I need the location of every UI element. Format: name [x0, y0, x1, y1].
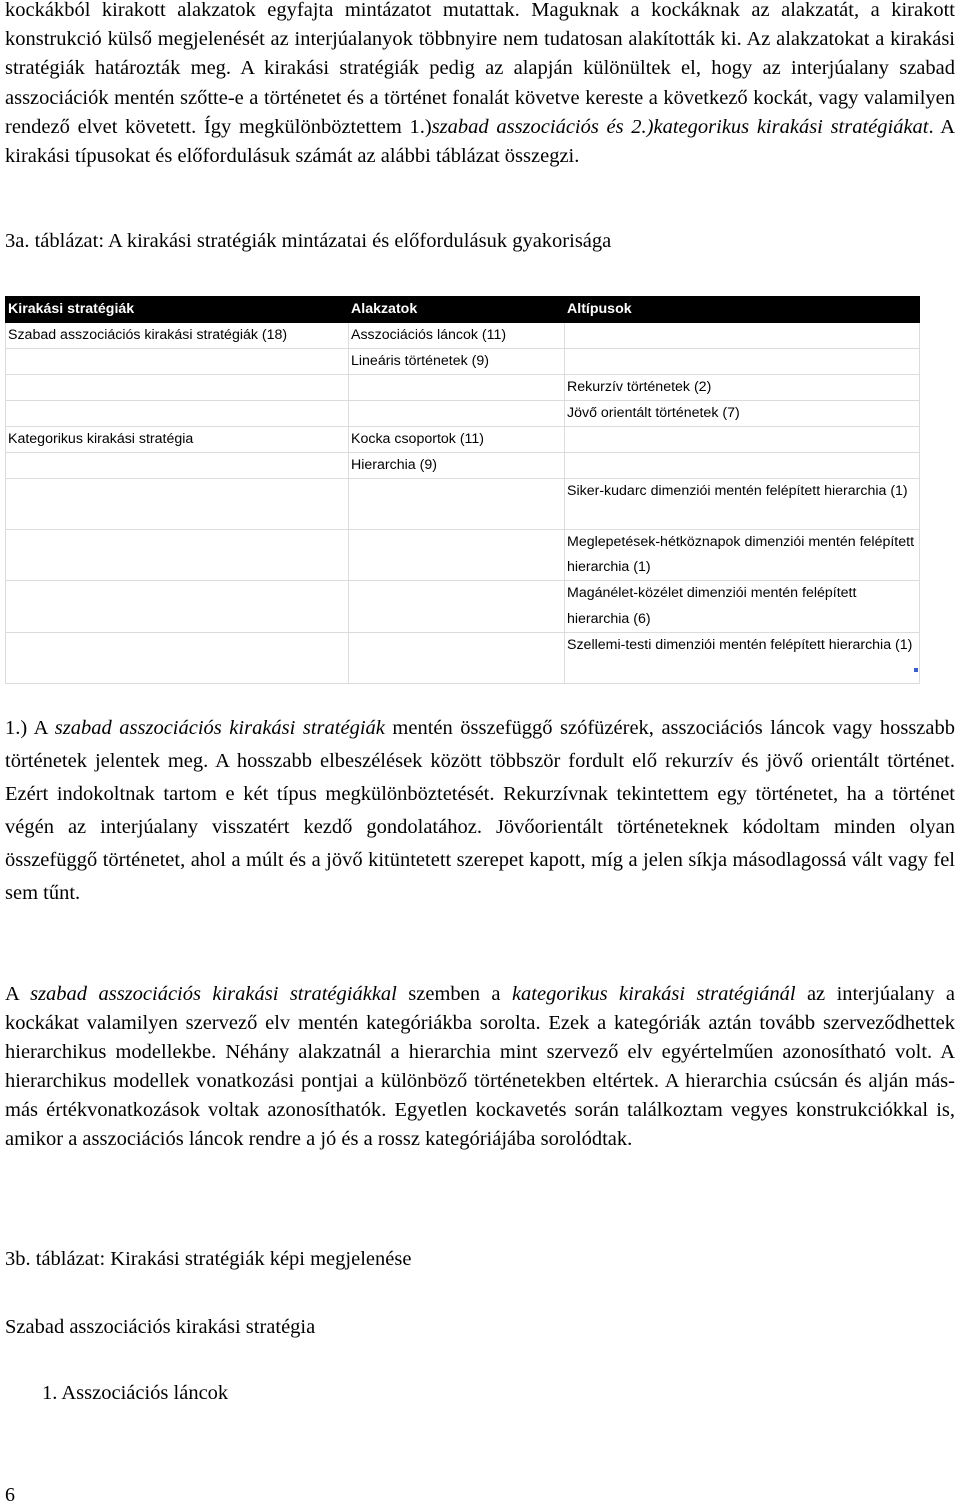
- table-cell: [6, 581, 349, 633]
- table-cell: [565, 427, 920, 453]
- table-cell: [6, 349, 349, 375]
- intro-paragraph: kockákból kirakott alakzatok egyfajta mintázatot mutattak. Maguknak a kockáknak az alakzatát, a kirakott konstrukció külső megjelenését az interjúalanyok többnyire nem tudatosan alakították ki. Az alakzatokat a kirakási stratégiák határozták meg. A kirakási stratégiák pedig az alapján különültek el, hogy az interjúalany szabad asszociációk mentén szőtte-e a történetet és a történet fonalát követve kereste a következő kockát, vagy valamilyen rendező elvet követett. Így megkülönböztettem 1.)szabad asszociációs és 2.)kategorikus kirakási stratégiákat. A kirakási típusokat és előfordulásuk számát az alábbi táblázat összegzi.: [5, 0, 956, 168]
- table-cell: [6, 632, 349, 683]
- table-cell: [6, 401, 349, 427]
- strategy-table: [5, 296, 920, 684]
- table-row: [6, 349, 920, 375]
- table-row: [6, 375, 920, 401]
- list-item: 1. Asszociációs láncok: [42, 1382, 229, 1404]
- table-row: [6, 529, 920, 581]
- table-cell: [6, 453, 349, 479]
- page-number: 6: [5, 1484, 15, 1506]
- table-cell: [349, 581, 565, 633]
- table-cell: [349, 375, 565, 401]
- table-header-cell: Altípusok: [565, 297, 920, 323]
- table-cell: [565, 323, 920, 349]
- table-cell: Siker-kudarc dimenziói mentén felépített hierarchia (1): [565, 479, 920, 530]
- table-row: [6, 581, 920, 633]
- paragraph-free-association: 1.) A szabad asszociációs kirakási stratégiák mentén összefüggő szófüzérek, asszociációs láncok vagy hosszabb történetek jelentek meg. A hosszabb elbeszélések között többször fordult elő rekurzív és jövő orientált történet. Ezért indokoltnak tartom e két típus megkülönböztetését. Rekurzívnak tekintettem egy történetet, ha a történet végén az interjúalany visszatért kezdő gondolatához. Jövőorientált történeteknek kódoltam minden olyan összefüggő történetet, ahol a múlt és a jövő kitüntetett szerepet kapott, míg a jelen síkja másodlagossá vált vagy fel sem tűnt.: [5, 717, 955, 904]
- table-cell: [565, 349, 920, 375]
- table-cell: Magánélet-közélet dimenziói mentén felépített hierarchia (6): [565, 581, 920, 633]
- table-cell: [349, 529, 565, 581]
- table-cell: Kategorikus kirakási stratégia: [6, 427, 349, 453]
- table-cell: Szellemi-testi dimenziói mentén felépített hierarchia (1): [565, 632, 920, 683]
- table-header-row: [6, 297, 920, 323]
- table-row: [6, 632, 920, 683]
- table-cell: [6, 479, 349, 530]
- table-cell: [349, 632, 565, 683]
- table-3b-caption: 3b. táblázat: Kirakási stratégiák képi megjelenése: [5, 1248, 412, 1270]
- table-cell: [6, 375, 349, 401]
- table-cell: [565, 453, 920, 479]
- table-header-cell: Alakzatok: [349, 297, 565, 323]
- table-cell: Hierarchia (9): [349, 453, 565, 479]
- table-selection-handle: [914, 668, 918, 672]
- table-row: [6, 323, 920, 349]
- table-header-cell: Kirakási stratégiák: [6, 297, 349, 323]
- paragraph-categorical: A szabad asszociációs kirakási stratégiákkal szemben a kategorikus kirakási stratégiánál az interjúalany a kockákat valamilyen szervező elv mentén kategóriákba sorolta. Ezek a kategóriák aztán tovább szerveződhettek hierarchikus modellekbe. Néhány alakzatnál a hierarchia mint szervező elv egyértelműen azonosítható volt. A hierarchikus modellek vonatkozási pontjai a különböző történetekben eltértek. A hierarchia csúcsán és alján más-más értékvonatkozások voltak azonosíthatók. Egyetlen kockavetés során találkoztam vegyes konstrukciókkal is, amikor a asszociációs láncok rendre a jó és a rossz kategóriájába sorolódtak.: [5, 983, 955, 1151]
- table-cell: Asszociációs láncok (11): [349, 323, 565, 349]
- table-cell: [349, 401, 565, 427]
- table-row: [6, 427, 920, 453]
- table-cell: [6, 529, 349, 581]
- table-cell: [349, 479, 565, 530]
- table-3a-caption: 3a. táblázat: A kirakási stratégiák mintázatai és előfordulásuk gyakorisága: [5, 230, 612, 252]
- table-row: [6, 401, 920, 427]
- section-heading: Szabad asszociációs kirakási stratégia: [5, 1316, 316, 1338]
- table-cell: Jövő orientált történetek (7): [565, 401, 920, 427]
- table-row: [6, 453, 920, 479]
- table-cell: Kocka csoportok (11): [349, 427, 565, 453]
- table-cell: Lineáris történetek (9): [349, 349, 565, 375]
- table-cell: Rekurzív történetek (2): [565, 375, 920, 401]
- table-cell: Szabad asszociációs kirakási stratégiák (18): [6, 323, 349, 349]
- table-row: [6, 479, 920, 530]
- table-cell: Meglepetések-hétköznapok dimenziói mentén felépített hierarchia (1): [565, 529, 920, 581]
